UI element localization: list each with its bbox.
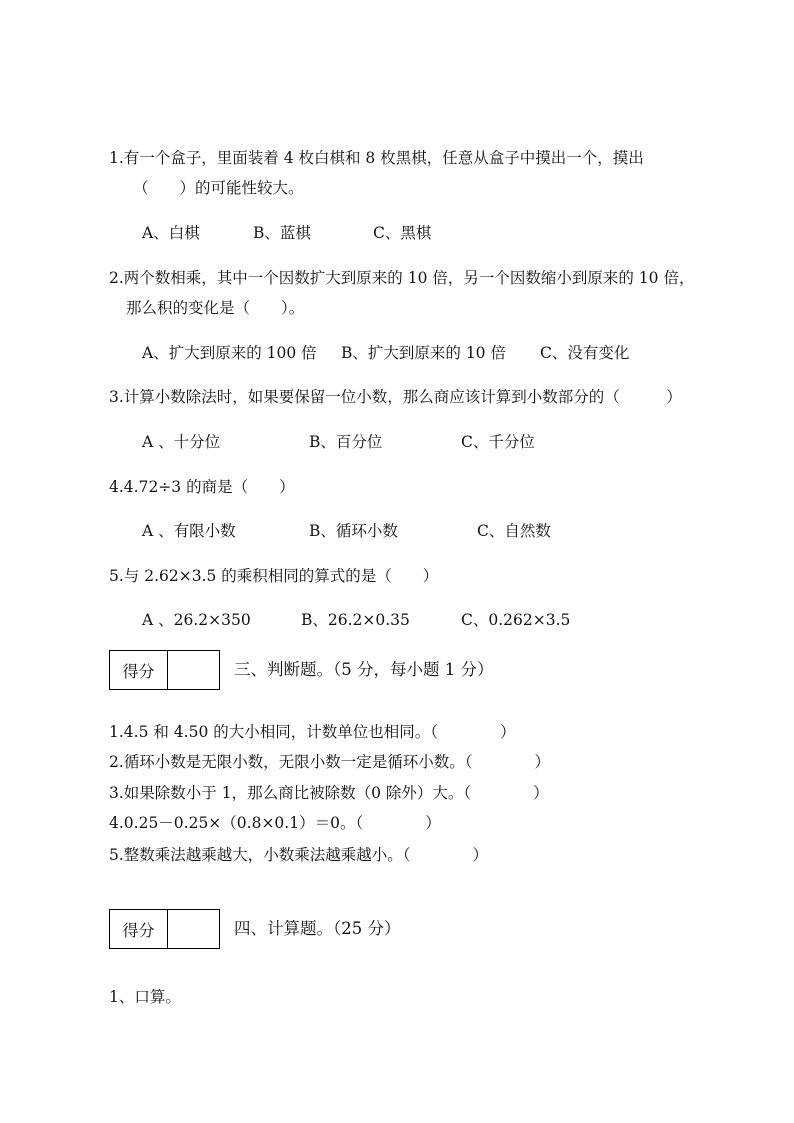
question-2-text: 2.两个数相乘，其中一个因数扩大到原来的 10 倍，另一个因数缩小到原来的 10 倍，	[109, 269, 695, 287]
question-1-option-c: C、黑棋	[373, 224, 432, 242]
question-1-text-cont: （ ）的可能性较大。	[133, 179, 304, 197]
score-box-section-3	[109, 650, 220, 690]
question-1-option-a: A、白棋	[142, 224, 200, 242]
judge-item-4: 4.0.25－0.25×（0.8×0.1）＝0。（ ）	[109, 814, 441, 832]
question-4-option-a: A 、有限小数	[142, 522, 236, 540]
judge-item-3: 3.如果除数小于 1，那么商比被除数（0 除外）大。（ ）	[109, 784, 549, 802]
question-1-option-b: B、蓝棋	[253, 224, 311, 242]
score-label: 得分	[110, 910, 168, 948]
score-value-field[interactable]	[168, 651, 219, 689]
question-2-option-a: A、扩大到原来的 100 倍	[142, 344, 317, 362]
question-5-option-b: B、26.2×0.35	[301, 611, 410, 629]
question-5-option-a: A 、26.2×350	[142, 611, 251, 629]
question-3-text: 3.计算小数除法时，如果要保留一位小数，那么商应该计算到小数部分的（ ）	[109, 388, 682, 406]
question-4-option-b: B、循环小数	[309, 522, 398, 540]
question-5-text: 5.与 2.62×3.5 的乘积相同的算式的是（ ）	[109, 567, 439, 585]
judge-item-2: 2.循环小数是无限小数，无限小数一定是循环小数。（ ）	[109, 753, 551, 771]
question-5-option-c: C、0.262×3.5	[461, 611, 571, 629]
judge-item-5: 5.整数乘法越乘越大，小数乘法越乘越小。（ ）	[109, 846, 489, 864]
score-box-section-4	[109, 909, 220, 949]
question-3-option-c: C、千分位	[461, 433, 535, 451]
section-4-title: 四、计算题。（25 分）	[234, 919, 401, 938]
score-value-field[interactable]	[168, 910, 219, 948]
question-3-option-a: A 、十分位	[142, 433, 221, 451]
question-4-option-c: C、自然数	[477, 522, 551, 540]
question-2-text-cont: 那么积的变化是（ ）。	[126, 299, 305, 317]
subsection-oral-calc: 1、口算。	[109, 988, 181, 1006]
question-2-option-b: B、扩大到原来的 10 倍	[341, 344, 506, 362]
question-4-text: 4.4.72÷3 的商是（ ）	[109, 478, 295, 496]
judge-item-1: 1.4.5 和 4.50 的大小相同，计数单位也相同。（ ）	[109, 723, 516, 741]
section-3-title: 三、判断题。（5 分，每小题 1 分）	[234, 660, 494, 679]
score-label: 得分	[110, 651, 168, 689]
question-2-option-c: C、没有变化	[540, 344, 630, 362]
question-1-text: 1.有一个盒子，里面装着 4 枚白棋和 8 枚黑棋，任意从盒子中摸出一个，摸出	[109, 149, 644, 167]
question-3-option-b: B、百分位	[309, 433, 383, 451]
